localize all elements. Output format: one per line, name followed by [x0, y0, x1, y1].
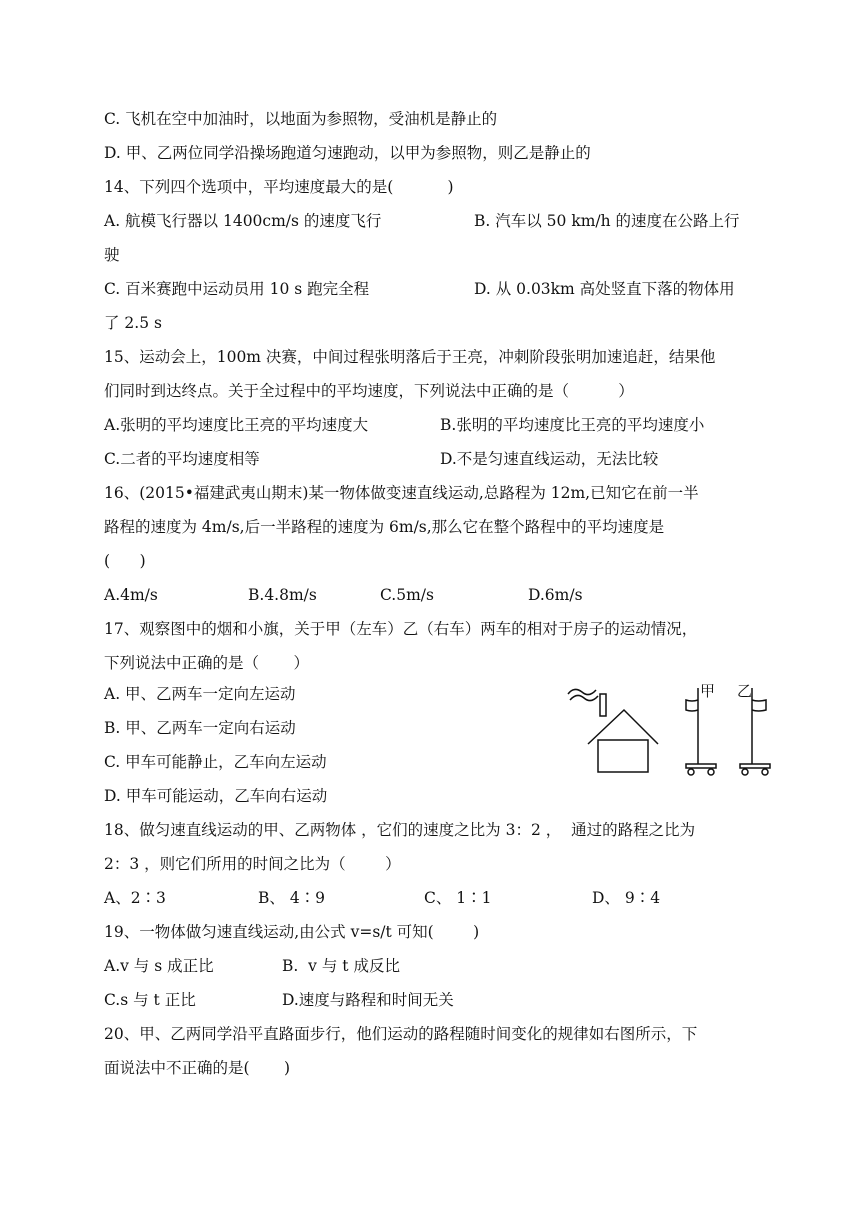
- q16-option-a: A.4m/s: [104, 586, 158, 604]
- q18-option-a: A、2∶3: [104, 889, 166, 907]
- q14-stem: 14、下列四个选项中，平均速度最大的是( ): [104, 178, 454, 196]
- label-jia: 甲: [700, 682, 716, 700]
- smoke-trail: [568, 689, 598, 700]
- q14-option-d-continued: 了 2.5 s: [104, 314, 162, 332]
- q16-stem-line1: 16、(2015•福建武夷山期末)某一物体做变速直线运动,总路程为 12m,已知它在前一半: [104, 484, 699, 502]
- q19-option-c: C.s 与 t 正比: [104, 991, 196, 1009]
- q19-option-d: D.速度与路程和时间无关: [282, 991, 454, 1009]
- q18-option-c: C、 1∶1: [424, 889, 492, 907]
- cart-yi-flag: [752, 700, 766, 711]
- q18-stem-line2: 2：3 ，则它们所用的时间之比为（ ）: [104, 855, 401, 873]
- q20-stem-line2: 面说法中不正确的是( ): [104, 1059, 291, 1077]
- cart-yi-wheel-right: [762, 769, 768, 775]
- q14-option-d: D. 从 0.03km 高处竖直下落的物体用: [474, 280, 735, 298]
- chimney: [600, 694, 606, 716]
- q13-option-c: C. 飞机在空中加油时，以地面为参照物，受油机是静止的: [104, 110, 498, 128]
- q18-option-b: B、 4∶9: [258, 889, 326, 907]
- q19-option-b: B. v 与 t 成反比: [282, 957, 400, 975]
- q15-option-c: C.二者的平均速度相等: [104, 450, 260, 468]
- q19-option-a: A.v 与 s 成正比: [104, 957, 214, 975]
- q17-option-b: B. 甲、乙两车一定向右运动: [104, 719, 296, 737]
- label-yi: 乙: [737, 682, 753, 700]
- q14-option-b: B. 汽车以 50 km/h 的速度在公路上行: [474, 212, 740, 230]
- q17-stem-line1: 17、观察图中的烟和小旗，关于甲（左车）乙（右车）两车的相对于房子的运动情况，: [104, 620, 698, 638]
- house-roof: [588, 710, 658, 744]
- cart-jia-base: [686, 764, 716, 768]
- q17-option-d: D. 甲车可能运动，乙车向右运动: [104, 787, 328, 805]
- q20-stem-line1: 20、甲、乙两同学沿平直路面步行，他们运动的路程随时间变化的规律如右图所示，下: [104, 1025, 698, 1043]
- q16-stem-line3: ( ): [104, 552, 146, 570]
- cart-yi-base: [740, 764, 770, 768]
- q13-option-d: D. 甲、乙两位同学沿操场跑道匀速跑动，以甲为参照物，则乙是静止的: [104, 144, 591, 162]
- q16-stem-line2: 路程的速度为 4m/s,后一半路程的速度为 6m/s,那么它在整个路程中的平均速度是: [104, 518, 665, 536]
- q15-option-d: D.不是匀速直线运动，无法比较: [440, 450, 659, 468]
- cart-jia-wheel-right: [708, 769, 714, 775]
- q17-stem-line2: 下列说法中正确的是（ ）: [104, 654, 309, 672]
- q16-option-d: D.6m/s: [528, 586, 583, 604]
- q14-option-a: A. 航模飞行器以 1400cm/s 的速度飞行: [104, 212, 382, 230]
- q14-option-c: C. 百米赛跑中运动员用 10 s 跑完全程: [104, 280, 370, 298]
- q16-option-b: B.4.8m/s: [248, 586, 317, 604]
- q17-option-c: C. 甲车可能静止，乙车向左运动: [104, 753, 327, 771]
- cart-yi-wheel-left: [742, 769, 748, 775]
- cart-jia-flag: [686, 700, 698, 711]
- q17-option-a: A. 甲、乙两车一定向左运动: [104, 685, 296, 703]
- q15-option-a: A.张明的平均速度比王亮的平均速度大: [104, 416, 369, 434]
- q18-option-d: D、 9∶4: [592, 889, 661, 907]
- q15-stem-line1: 15、运动会上，100m 决赛，中间过程张明落后于王亮，冲刺阶段张明加速追赶，结果他: [104, 348, 716, 366]
- q18-stem-line1: 18、做匀速直线运动的甲、乙两物体 ，它们的速度之比为 3：2 ， 通过的路程之比为: [104, 821, 696, 839]
- q19-stem: 19、一物体做匀速直线运动,由公式 v=s/t 可知( ): [104, 923, 480, 941]
- q14-option-b-continued: 驶: [104, 246, 120, 264]
- q15-stem-line2: 们同时到达终点。关于全过程中的平均速度，下列说法中正确的是（ ）: [104, 382, 634, 400]
- q16-option-c: C.5m/s: [380, 586, 434, 604]
- q15-option-b: B.张明的平均速度比王亮的平均速度小: [440, 416, 705, 434]
- house-body: [598, 740, 648, 772]
- house-and-flags-figure: [562, 680, 784, 780]
- cart-jia-wheel-left: [688, 769, 694, 775]
